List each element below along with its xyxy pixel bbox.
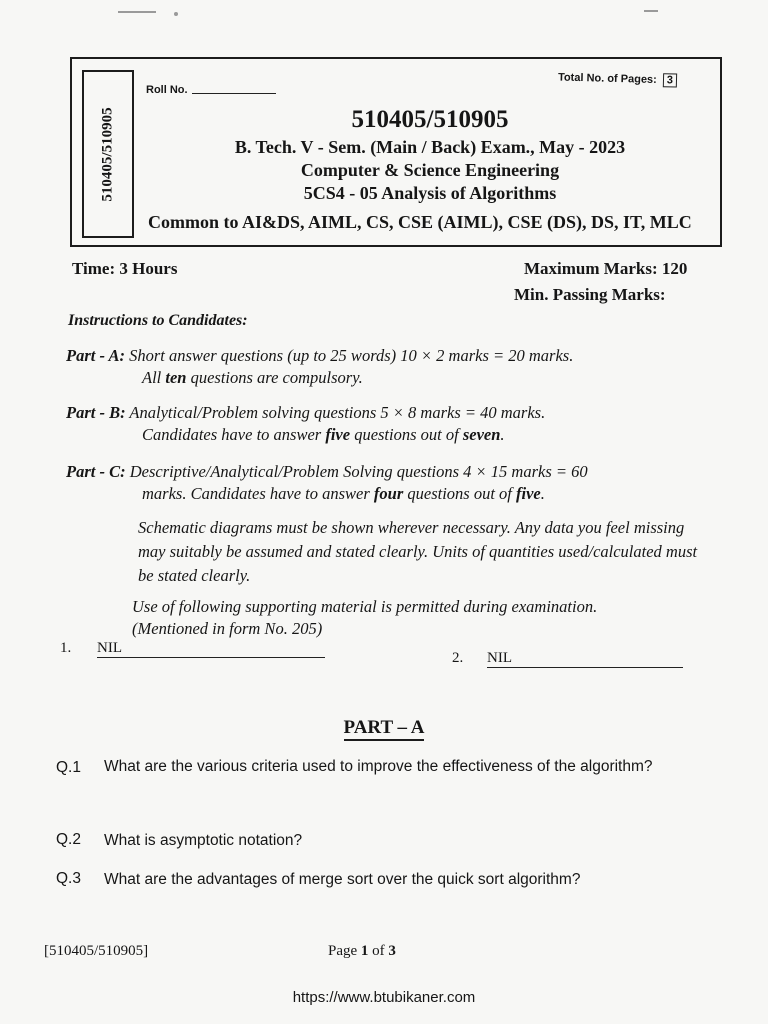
exam-line: B. Tech. V - Sem. (Main / Back) Exam., May - 2023 xyxy=(234,137,626,157)
instruction-part-a xyxy=(66,345,706,389)
part-c-line2-post: . xyxy=(540,484,545,503)
scan-marks xyxy=(118,6,658,20)
question-3-text: What are the advantages of merge sort over the quick sort algorithm? xyxy=(104,871,581,888)
roll-no-label: Roll No. xyxy=(146,84,188,96)
part-a-line2-post: questions are compulsory. xyxy=(186,368,363,387)
part-c-line2-em2: five xyxy=(516,484,541,503)
time-allowed: Time: 3 Hours xyxy=(72,259,178,278)
total-pages-value: 3 xyxy=(663,73,677,87)
title-block xyxy=(140,104,720,205)
question-1-text: What are the various criteria used to improve the effectiveness of the algorithm? xyxy=(104,758,653,775)
part-c-line2-pre: marks. Candidates have to answer xyxy=(142,484,374,503)
part-b-line2-pre: Candidates have to answer xyxy=(142,425,326,444)
part-b-line2-mid: questions out of xyxy=(350,425,463,444)
material-2-num: 2. xyxy=(452,650,464,666)
page-total: 3 xyxy=(388,943,396,959)
footer-paper-code: [510405/510905] xyxy=(44,943,149,959)
page-current: 1 xyxy=(360,943,369,959)
part-b-label: Part - B: xyxy=(66,403,126,422)
instruction-part-c xyxy=(66,461,706,505)
material-2-value: NIL xyxy=(487,650,683,668)
question-2 xyxy=(56,831,676,853)
branch-line: Computer & Science Engineering xyxy=(300,160,560,180)
material-1-num: 1. xyxy=(60,640,72,656)
part-a-line1: Short answer questions (up to 25 words) 10 × 2 marks = 20 marks. xyxy=(129,346,574,365)
question-1-number: Q.1 xyxy=(56,759,81,776)
common-to-line: Common to AI&DS, AIML, CS, CSE (AIML), CSE (DS), DS, IT, MLC xyxy=(148,212,692,232)
subject-line: 5CS4 - 05 Analysis of Algorithms xyxy=(303,183,557,203)
general-note: Schematic diagrams must be shown wherever necessary. Any data you feel missing may suitably be assumed and stated clearly. Units of quantities used/calculated must be stated clearly. xyxy=(138,518,698,585)
supporting-material xyxy=(132,596,722,640)
page-mid: of xyxy=(368,943,389,959)
page-number xyxy=(328,943,396,960)
part-a-line2-em: ten xyxy=(165,368,187,387)
question-3 xyxy=(56,870,676,892)
page-pre: Page xyxy=(328,943,361,959)
part-c-line2-em1: four xyxy=(373,484,404,503)
material-1-value: NIL xyxy=(97,640,325,658)
part-c-label: Part - C: xyxy=(66,462,126,481)
question-3-number: Q.3 xyxy=(56,870,81,887)
material-2 xyxy=(452,650,683,668)
support-line2: (Mentioned in form No. 205) xyxy=(132,619,323,638)
min-passing-marks: Min. Passing Marks: xyxy=(514,285,666,304)
total-pages-label: Total No. of Pages: xyxy=(557,71,657,87)
support-line1: Use of following supporting material is permitted during examination. xyxy=(132,597,598,616)
part-a-line2-pre: All xyxy=(142,368,166,387)
part-a-heading xyxy=(0,717,768,739)
question-1 xyxy=(56,755,676,829)
paper-code: 510405/510905 xyxy=(351,106,509,133)
part-c-line1: Descriptive/Analytical/Problem Solving questions 4 × 15 marks = 60 xyxy=(129,462,588,481)
question-2-text: What is asymptotic notation? xyxy=(104,832,303,849)
part-c-line2-mid: questions out of xyxy=(403,484,517,503)
maximum-marks: Maximum Marks: 120 xyxy=(524,259,688,278)
instructions-heading: Instructions to Candidates: xyxy=(68,312,248,329)
part-a-label: Part - A: xyxy=(66,346,125,365)
part-b-line1: Analytical/Problem solving questions 5 × 8 marks = 40 marks. xyxy=(129,403,546,422)
part-b-line2-em2: seven xyxy=(462,425,501,444)
source-url: https://www.btubikaner.com xyxy=(292,989,476,1006)
instruction-part-b xyxy=(66,402,706,446)
question-2-number: Q.2 xyxy=(56,831,81,848)
part-b-line2-em1: five xyxy=(325,425,351,444)
side-paper-code: 510405/510905 xyxy=(99,106,116,202)
marks-block xyxy=(514,256,688,308)
part-a-heading-text: PART – A xyxy=(344,717,425,741)
roll-no-blank xyxy=(192,93,276,94)
material-1 xyxy=(60,640,325,658)
part-b-line2-post: . xyxy=(500,425,505,444)
